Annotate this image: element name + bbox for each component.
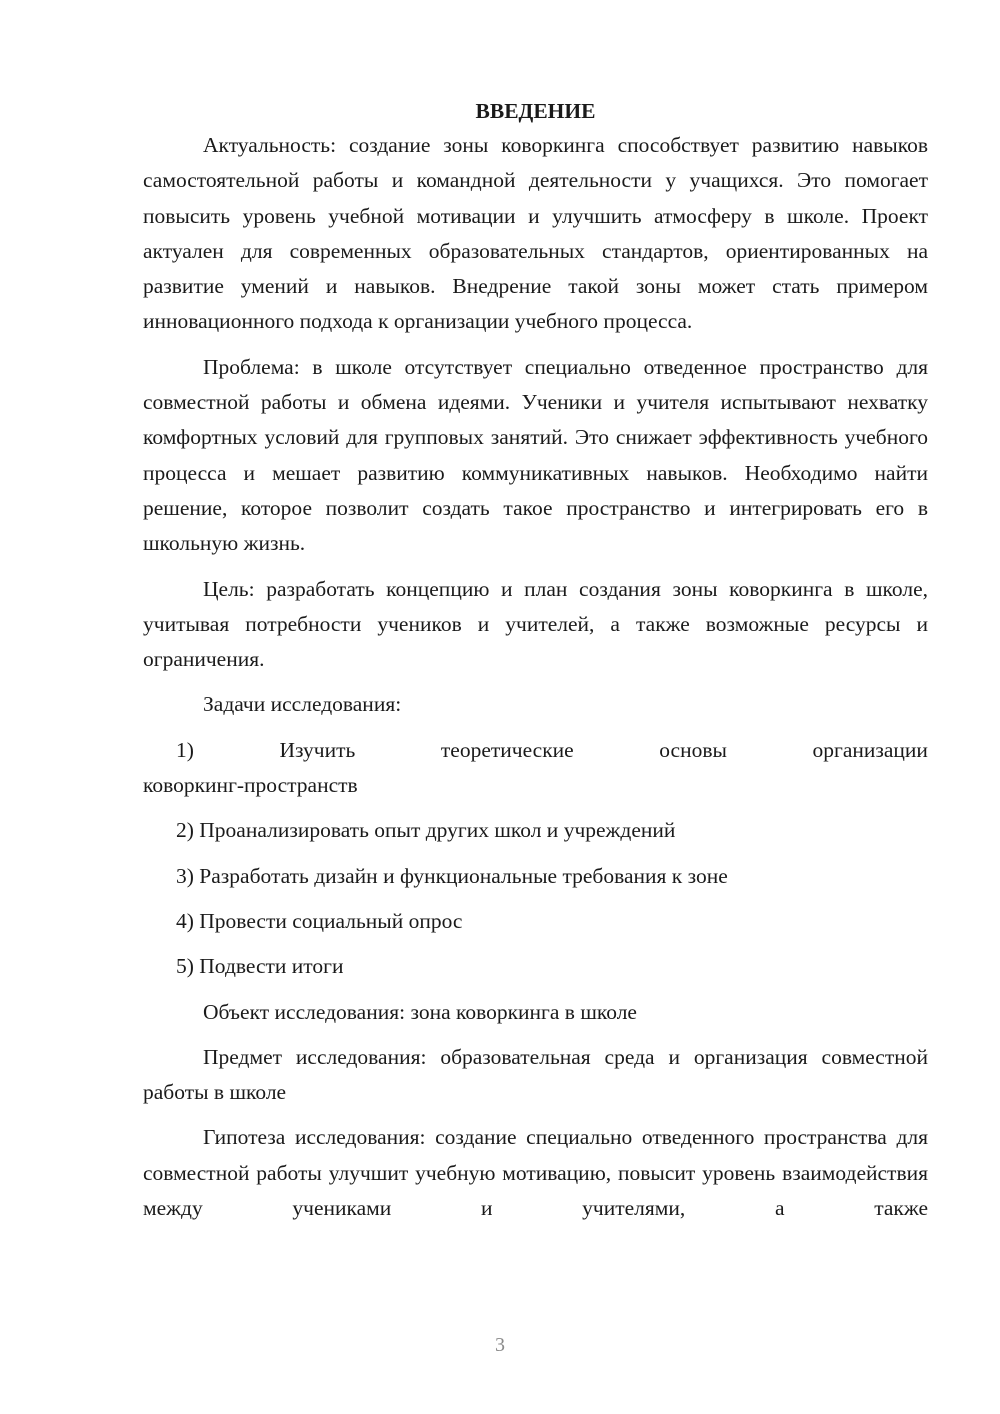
task-item-5: 5) Подвести итоги — [176, 954, 344, 979]
tasks-heading: Задачи исследования: — [203, 692, 402, 717]
task-item-4: 4) Провести социальный опрос — [176, 908, 463, 933]
document-body — [143, 96, 928, 1236]
page-number: 3 — [495, 1334, 505, 1356]
task-item-3: 3) Разработать дизайн и функциональные требования к зоне — [176, 863, 728, 888]
paragraph-problem: Проблема: в школе отсутствует специально отведенное пространство для совместной работы и обмена идеями. Ученики и учителя испытывают нехватку комфортных условий для групповых занятий. Это снижает эффективность учебного процесса и мешает развитию коммуникативных навыков. Необходимо найти решение, которое позволит создать такое пространство и интегрировать его в школьную жизнь. — [143, 354, 928, 556]
task-item-2: 2) Проанализировать опыт других школ и учреждений — [176, 818, 676, 843]
page-title: ВВЕДЕНИЕ — [475, 99, 596, 123]
task-item-1 — [143, 733, 928, 804]
paragraph-object: Объект исследования: зона коворкинга в школе — [203, 999, 637, 1024]
task-1-number: 1) — [176, 737, 194, 762]
task-1-word-1: Изучить — [279, 737, 356, 762]
task-1-word-4: организации — [812, 737, 928, 762]
task-1-word-2: теоретические — [440, 737, 574, 762]
task-1-word-3: основы — [659, 737, 727, 762]
task-item-1-line — [143, 733, 928, 768]
paragraph-hypothesis: Гипотеза исследования: создание специально отведенного пространства для совместной работы улучшит учебную мотивацию, повысит уровень взаимодействия между учениками и учителями, а также — [143, 1125, 928, 1221]
paragraph-subject: Предмет исследования: образовательная среда и организация совместной работы в школе — [143, 1044, 928, 1105]
task-1-continuation: коворкинг-пространств — [143, 773, 358, 798]
paragraph-goal: Цель: разработать концепцию и план создания зоны коворкинга в школе, учитывая потребности учеников и учителей, а также возможные ресурсы и ограничения. — [143, 576, 928, 672]
paragraph-relevance: Актуальность: создание зоны коворкинга способствует развитию навыков самостоятельной работы и командной деятельности у учащихся. Это помогает повысить уровень учебной мотивации и улучшить атмосферу в школе. Проект актуален для современных образовательных стандартов, ориентированных на развитие умений и навыков. Внедрение такой зоны может стать примером инновационного подхода к организации учебного процесса. — [143, 133, 928, 334]
